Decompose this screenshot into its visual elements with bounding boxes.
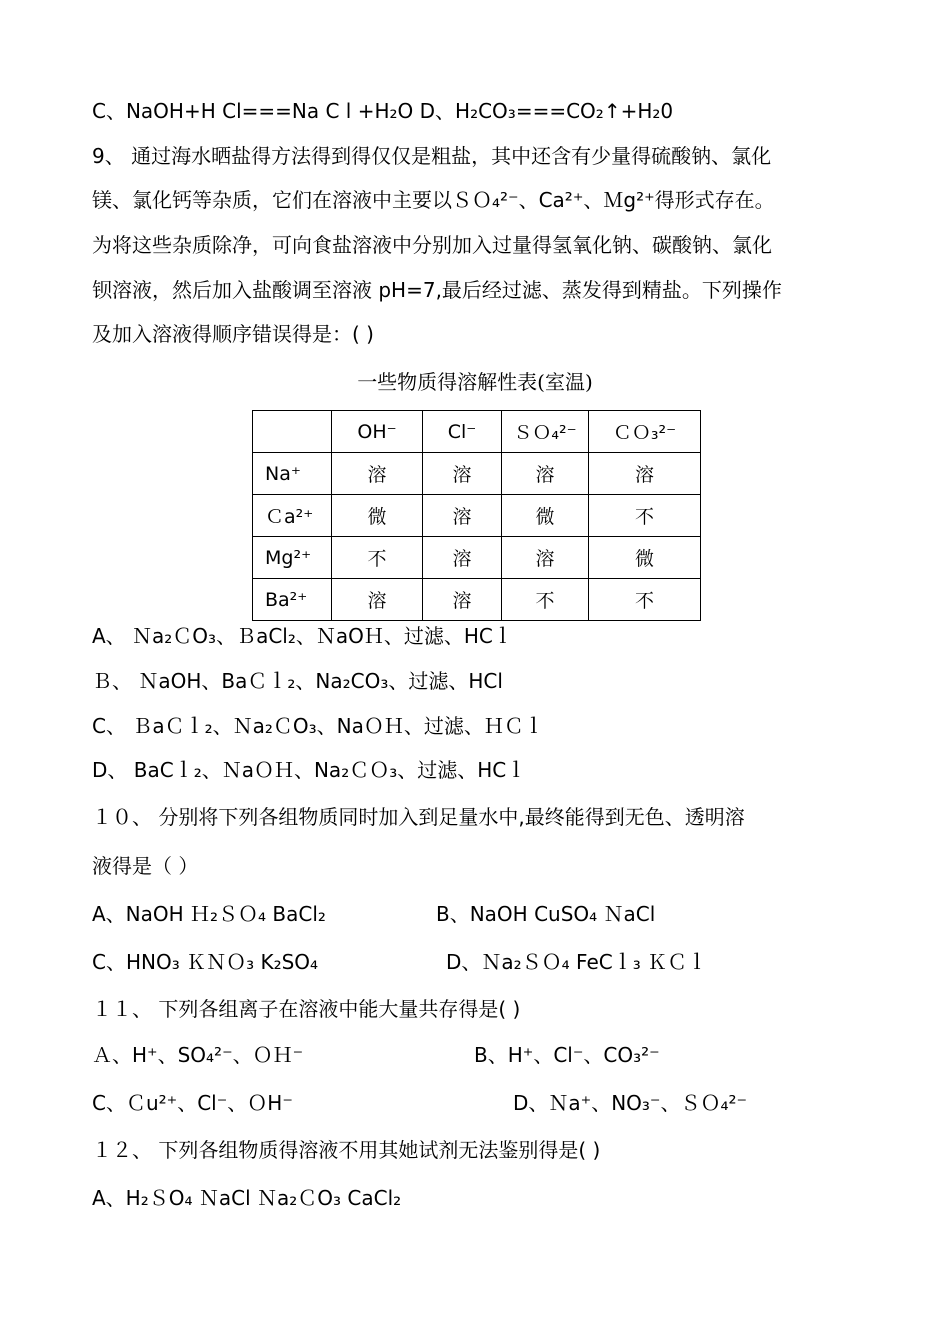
table-cell: 溶 [423,453,502,495]
q10-option-c: C、HNO₃ ＫＮＯ₃ K₂SO₄ [92,950,319,974]
table-cell: 微 [502,495,589,537]
q11-option-c: C、Ｃu²⁺、Cl⁻、ＯH⁻ [92,1091,293,1115]
table-cell: 微 [332,495,423,537]
q11-option-b: B、H⁺、Cl⁻、CO₃²⁻ [474,1043,660,1067]
q8-options-cd: C、NaOH+H Cl===Na C l +H₂O D、H₂CO₃===CO₂↑+H₂0 [92,99,674,123]
table-row [253,453,701,495]
q11-option-a: Ａ、H⁺、SO₄²⁻、ＯＨ⁻ [92,1043,304,1067]
q9-stem-line4: 钡溶液，然后加入盐酸调至溶液 pH=7,最后经过滤、蒸发得到精盐。下列操作 [92,278,782,302]
table-cell: 溶 [423,579,502,621]
q11-option-d: D、Ｎa⁺、NO₃⁻、ＳＯ₄²⁻ [513,1091,748,1115]
q9-option-a: A、 Ｎa₂ＣO₃、ＢaCl₂、ＮaOＨ、过滤、HCｌ [92,624,513,648]
q10-stem-line1: １０、 分别将下列各组物质同时加入到足量水中,最终能得到无色、透明溶 [92,805,745,829]
table-cell: 不 [332,537,423,579]
table-cell: 溶 [502,537,589,579]
q9-option-d: D、 BaCｌ₂、ＮaＯＨ、Na₂ＣＯ₃、过滤、HCｌ [92,758,527,782]
table-cell: 不 [502,579,589,621]
table-row-header: Ｃa²⁺ [253,495,332,537]
q10-stem-line2: 液得是（ ） [92,854,199,878]
table-header-cell [253,411,332,453]
table-cell: 不 [589,495,701,537]
table-row [253,495,701,537]
table-row-header: Mg²⁺ [253,537,332,579]
q12-option-a: A、H₂ＳO₄ ＮaCl Ｎa₂ＣO₃ CaCl₂ [92,1186,402,1210]
table-header-row [253,411,701,453]
q9-option-b: Ｂ、 ＮaOH、BaＣｌ₂、Na₂CO₃、过滤、HCl [92,669,503,693]
q9-stem-line2: 镁、氯化钙等杂质，它们在溶液中主要以ＳＯ₄²⁻、Ca²⁺、Ｍg²⁺得形式存在。 [92,188,775,212]
table-caption: 一些物质得溶解性表(室温) [357,370,593,394]
q10-option-b: B、NaOH CuSO₄ ＮaCl [436,902,656,926]
table-cell: 溶 [423,495,502,537]
table-cell: 不 [589,579,701,621]
q9-stem-line1: 9、 通过海水晒盐得方法得到得仅仅是粗盐，其中还含有少量得硫酸钠、氯化 [92,144,772,168]
table-header-cell: OH⁻ [332,411,423,453]
table-row [253,537,701,579]
q9-stem-line3: 为将这些杂质除净，可向食盐溶液中分别加入过量得氢氧化钠、碳酸钠、氯化 [92,233,772,257]
table-cell: 微 [589,537,701,579]
q9-stem-line5: 及加入溶液得顺序错误得是：( ) [92,322,374,346]
table-cell: 溶 [332,453,423,495]
table-header-cell: Cl⁻ [423,411,502,453]
table-cell: 溶 [589,453,701,495]
table-row-header: Ba²⁺ [253,579,332,621]
table-row [253,579,701,621]
table-cell: 溶 [502,453,589,495]
table-cell: 溶 [423,537,502,579]
q9-option-c: C、 ＢaＣｌ₂、Ｎa₂ＣO₃、NaＯＨ、过滤、ＨＣｌ [92,714,544,738]
table-cell: 溶 [332,579,423,621]
q11-stem: １１、 下列各组离子在溶液中能大量共存得是( ) [92,997,521,1021]
q10-option-d: D、Ｎa₂ＳＯ₄ FeCｌ₃ ＫＣｌ [446,950,708,974]
q12-stem: １２、 下列各组物质得溶液不用其她试剂无法鉴别得是( ) [92,1138,601,1162]
table-row-header: Na⁺ [253,453,332,495]
table-header-cell: ＣＯ₃²⁻ [589,411,701,453]
q10-option-a: A、NaOH Ｈ₂ＳＯ₄ BaCl₂ [92,902,326,926]
table-header-cell: ＳＯ₄²⁻ [502,411,589,453]
solubility-table [252,410,701,621]
